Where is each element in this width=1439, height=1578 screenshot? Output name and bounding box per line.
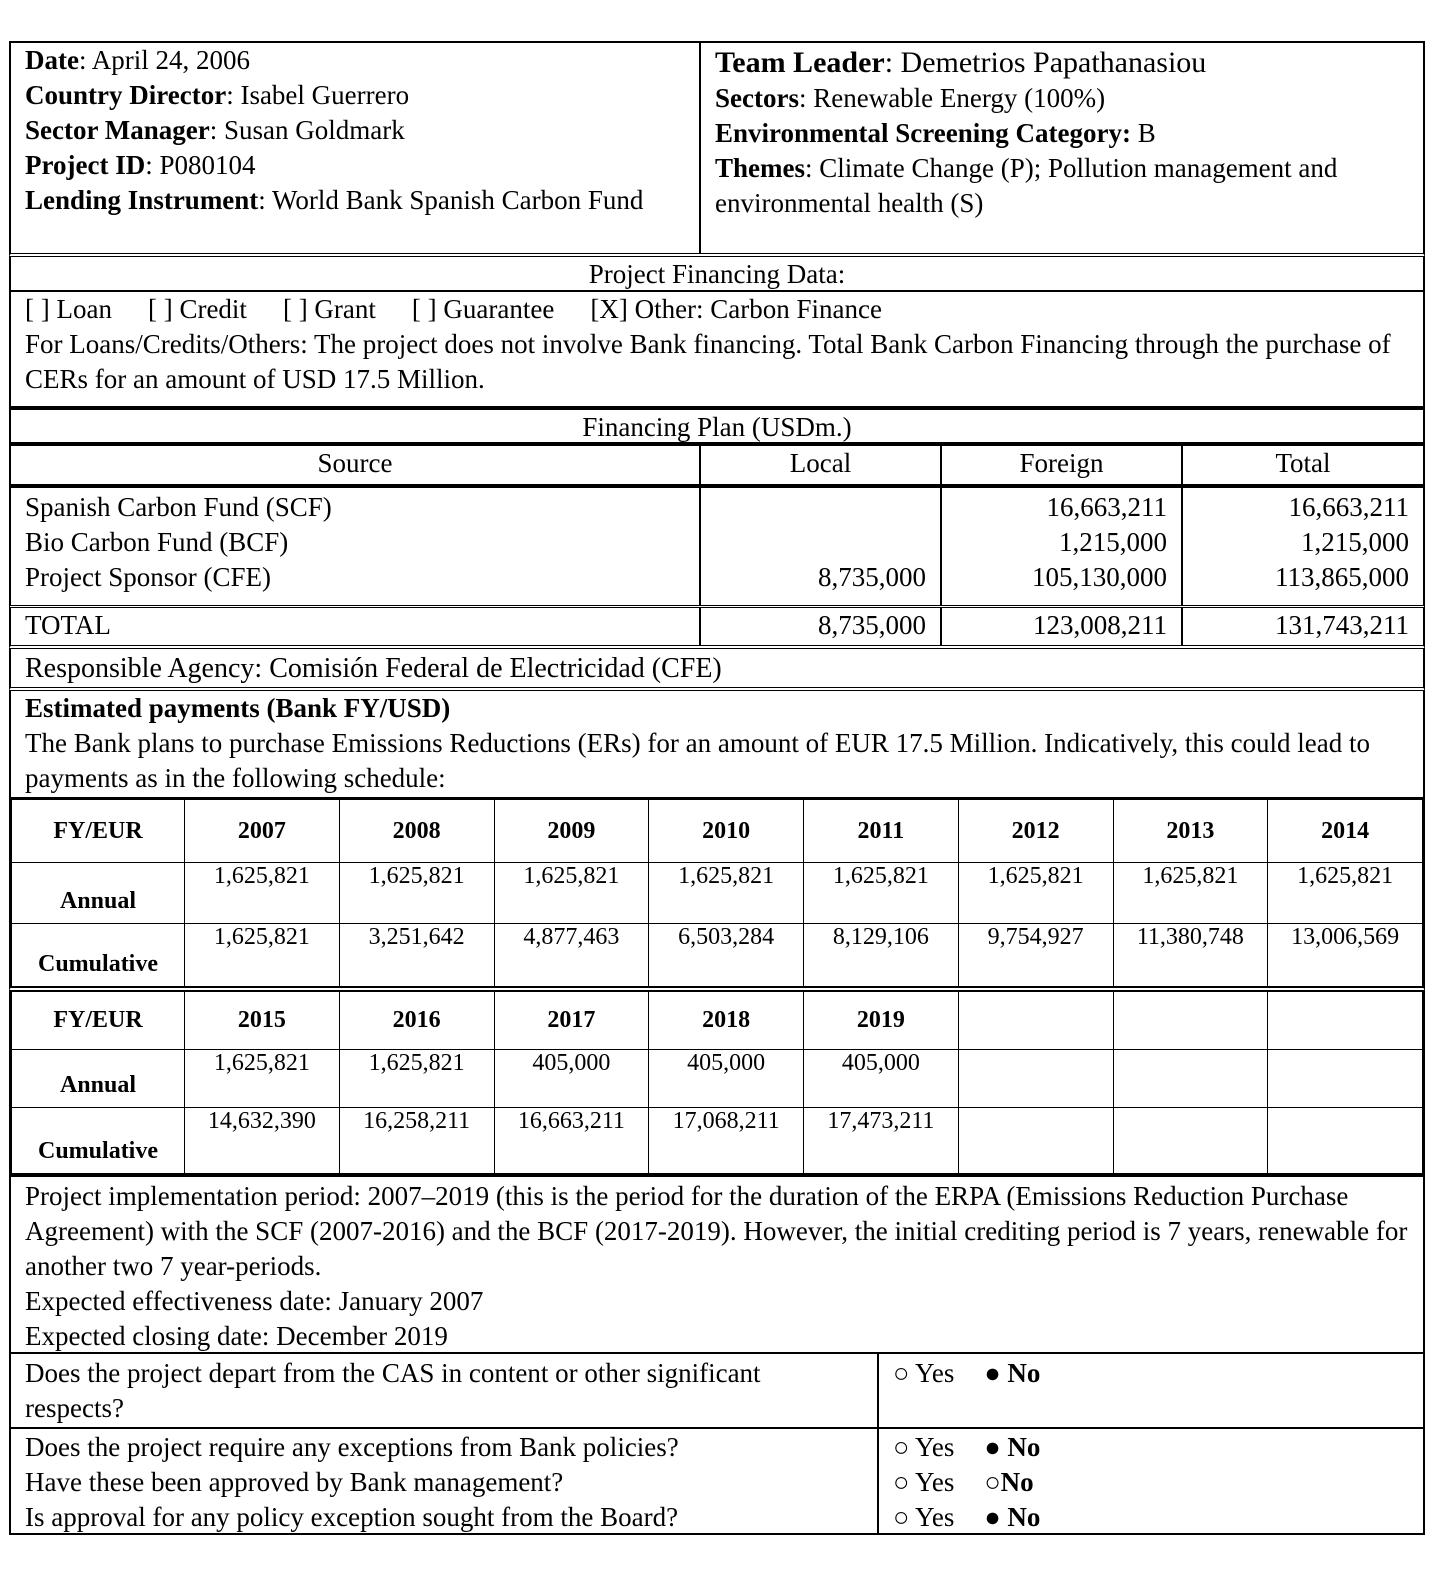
- year-cell: 2018: [649, 992, 804, 1050]
- year-cell: 2013: [1113, 800, 1268, 863]
- question-cas-text: Does the project depart from the CAS in content or other significant respects?: [11, 1354, 879, 1427]
- cumulative-cell: 9,754,927: [958, 924, 1113, 987]
- year-cell: 2017: [494, 992, 649, 1050]
- financing-note: For Loans/Credits/Others: The project does not involve Bank financing. Total Bank Carbon Financing through the purchase of CERs for an amount of USD 17.5 Million.: [25, 329, 1391, 394]
- env-screening-line: Environmental Screening Category: B: [715, 118, 1156, 148]
- annual-label: Annual: [12, 1050, 185, 1108]
- cumulative-cell: 16,258,211: [339, 1108, 494, 1174]
- cumulative-cell: 8,129,106: [804, 924, 959, 987]
- cumulative-cell: [1268, 1108, 1423, 1174]
- annual-cell: [1268, 1050, 1423, 1108]
- plan-local-value: [715, 490, 926, 525]
- year-cell: 2010: [649, 800, 804, 863]
- cumulative-cell: 4,877,463: [494, 924, 649, 987]
- plan-header-foreign: Foreign: [942, 446, 1183, 484]
- question-cas-answer: [879, 1354, 1423, 1427]
- team-leader-line: Team Leader: Demetrios Papathanasiou: [715, 46, 1207, 79]
- cumulative-cell: 17,068,211: [649, 1108, 804, 1174]
- plan-local: [701, 488, 942, 605]
- plan-total-row: [9, 608, 1425, 649]
- financing-section: [9, 292, 1425, 408]
- year-cell: 2019: [804, 992, 959, 1050]
- plan-total-value: 1,215,000: [1301, 527, 1409, 557]
- cumulative-cell: [1113, 1108, 1268, 1174]
- cumulative-label: Cumulative: [12, 1108, 185, 1174]
- annual-cell: 1,625,821: [649, 863, 804, 924]
- country-director-line: Country Director: Isabel Guerrero: [25, 80, 410, 110]
- yes-radio[interactable]: ○ Yes: [893, 1358, 955, 1388]
- cumulative-cell: 1,625,821: [185, 924, 340, 987]
- plan-total-value: 16,663,211: [1288, 492, 1409, 522]
- question-exceptions: [9, 1429, 1425, 1535]
- question-exceptions-answers: [879, 1429, 1423, 1533]
- no-radio[interactable]: ○No: [984, 1467, 1034, 1497]
- annual-cell: 1,625,821: [804, 863, 959, 924]
- option-grant: [ ] Grant: [282, 294, 376, 324]
- plan-total-value: 113,865,000: [1275, 562, 1409, 592]
- fy-label: FY/EUR: [12, 992, 185, 1050]
- plan-header-row: [9, 444, 1425, 486]
- year-cell: 2014: [1268, 800, 1423, 863]
- question-exceptions-q4: Is approval for any policy exception sought from the Board?: [25, 1502, 679, 1532]
- annual-cell: [1113, 1050, 1268, 1108]
- table2-year-row: [12, 992, 1423, 1050]
- effectiveness-date: Expected effectiveness date: January 2007: [25, 1286, 484, 1316]
- plan-title: Financing Plan (USDm.): [9, 408, 1425, 444]
- cumulative-cell: 6,503,284: [649, 924, 804, 987]
- lending-line: Lending Instrument: World Bank Spanish Carbon Fund: [25, 185, 644, 215]
- annual-cell: 405,000: [649, 1050, 804, 1108]
- question-exceptions-text: [11, 1429, 879, 1533]
- financing-title: Project Financing Data:: [9, 257, 1425, 292]
- cumulative-cell: [958, 1108, 1113, 1174]
- cumulative-cell: 11,380,748: [1113, 924, 1268, 987]
- plan-source-cfe: Project Sponsor (CFE): [25, 562, 271, 592]
- table1-year-row: [12, 800, 1423, 863]
- financing-options: [25, 292, 1409, 327]
- plan-local-value: [715, 525, 926, 560]
- payments-table-1: [9, 799, 1425, 991]
- plan-foreign: [942, 488, 1183, 605]
- date-line: Date: April 24, 2006: [25, 45, 250, 75]
- themes-line: Themes: Climate Change (P); Pollution management and environmental health (S): [715, 153, 1338, 218]
- responsible-agency: Responsible Agency: Comisión Federal de Electricidad (CFE): [9, 649, 1425, 691]
- plan-total-total: 131,743,211: [1275, 610, 1409, 640]
- annual-cell: 1,625,821: [494, 863, 649, 924]
- annual-cell: 1,625,821: [1268, 863, 1423, 924]
- plan-foreign-value: 1,215,000: [1059, 527, 1167, 557]
- year-cell: 2008: [339, 800, 494, 863]
- annual-cell: 1,625,821: [1113, 863, 1268, 924]
- annual-cell: 1,625,821: [185, 1050, 340, 1108]
- payments-title: Estimated payments (Bank FY/USD): [25, 693, 451, 723]
- implementation-section: [9, 1177, 1425, 1354]
- cumulative-cell: 13,006,569: [1268, 924, 1423, 987]
- annual-cell: 1,625,821: [339, 863, 494, 924]
- plan-header-local: Local: [701, 446, 942, 484]
- option-other: [X] Other: Carbon Finance: [590, 294, 883, 324]
- plan-total-label: TOTAL: [11, 608, 701, 645]
- plan-total-foreign: 123,008,211: [942, 608, 1183, 645]
- project-document: [9, 41, 1425, 1535]
- annual-cell: [958, 1050, 1113, 1108]
- table2-annual-row: [12, 1050, 1423, 1108]
- plan-sources: [11, 488, 701, 605]
- year-cell: 2012: [958, 800, 1113, 863]
- no-radio-selected[interactable]: ● No: [984, 1358, 1041, 1388]
- plan-source-scf: Spanish Carbon Fund (SCF): [25, 492, 332, 522]
- annual-cell: 405,000: [804, 1050, 959, 1108]
- table1-annual-row: [12, 863, 1423, 924]
- option-credit: [ ] Credit: [147, 294, 247, 324]
- project-id-line: Project ID: P080104: [25, 150, 256, 180]
- plan-body: [9, 486, 1425, 608]
- implementation-period: Project implementation period: 2007–2019 (this is the period for the duration of the ERPA (Emissions Reduction Purchase Agreement) with the SCF (2007-2016) and the BCF (2017-2019). However, the initial crediting period is 7 years, renewable for another two 7 year-periods.: [25, 1181, 1408, 1281]
- sector-manager-line: Sector Manager: Susan Goldmark: [25, 115, 405, 145]
- year-cell: [958, 992, 1113, 1050]
- table2-cumulative-row: [12, 1108, 1423, 1174]
- annual-cell: 1,625,821: [339, 1050, 494, 1108]
- annual-cell: 405,000: [494, 1050, 649, 1108]
- table1-cumulative-row: [12, 924, 1423, 987]
- plan-source-bcf: Bio Carbon Fund (BCF): [25, 527, 289, 557]
- plan-total: [1183, 488, 1423, 605]
- option-guarantee: [ ] Guarantee: [411, 294, 555, 324]
- cumulative-cell: 17,473,211: [804, 1108, 959, 1174]
- year-cell: 2016: [339, 992, 494, 1050]
- header-section: [9, 41, 1425, 257]
- payments-table-2: [9, 991, 1425, 1177]
- year-cell: 2009: [494, 800, 649, 863]
- question-exceptions-q3: Have these been approved by Bank management?: [25, 1467, 564, 1497]
- cumulative-label: Cumulative: [12, 924, 185, 987]
- yes-radio[interactable]: ○ Yes: [893, 1432, 955, 1462]
- yes-radio[interactable]: ○ Yes: [893, 1467, 955, 1497]
- annual-cell: 1,625,821: [958, 863, 1113, 924]
- cumulative-cell: 3,251,642: [339, 924, 494, 987]
- plan-header-source: Source: [11, 446, 701, 484]
- option-loan: [ ] Loan: [25, 294, 112, 324]
- year-cell: [1113, 992, 1268, 1050]
- annual-cell: 1,625,821: [185, 863, 340, 924]
- cumulative-cell: 16,663,211: [494, 1108, 649, 1174]
- header-left: [11, 43, 701, 253]
- plan-foreign-value: 16,663,211: [1046, 492, 1167, 522]
- plan-local-value: 8,735,000: [818, 562, 926, 592]
- yes-radio[interactable]: ○ Yes: [893, 1502, 955, 1532]
- year-cell: [1268, 992, 1423, 1050]
- no-radio-selected[interactable]: ● No: [984, 1432, 1041, 1462]
- plan-total-local: 8,735,000: [701, 608, 942, 645]
- no-radio-selected[interactable]: ● No: [984, 1502, 1041, 1532]
- payments-text: The Bank plans to purchase Emissions Reductions (ERs) for an amount of EUR 17.5 Million. Indicatively, this could lead to payments as in the following schedule:: [25, 728, 1371, 793]
- fy-label: FY/EUR: [12, 800, 185, 863]
- year-cell: 2007: [185, 800, 340, 863]
- cumulative-cell: 14,632,390: [185, 1108, 340, 1174]
- annual-label: Annual: [12, 863, 185, 924]
- closing-date: Expected closing date: December 2019: [25, 1321, 448, 1351]
- question-exceptions-q2: Does the project require any exceptions from Bank policies?: [25, 1432, 679, 1462]
- question-cas: [9, 1354, 1425, 1429]
- sectors-line: Sectors: Renewable Energy (100%): [715, 83, 1106, 113]
- header-right: [701, 43, 1423, 253]
- payments-intro: [9, 691, 1425, 799]
- plan-header-total: Total: [1275, 448, 1331, 478]
- plan-foreign-value: 105,130,000: [1032, 562, 1167, 592]
- year-cell: 2015: [185, 992, 340, 1050]
- year-cell: 2011: [804, 800, 959, 863]
